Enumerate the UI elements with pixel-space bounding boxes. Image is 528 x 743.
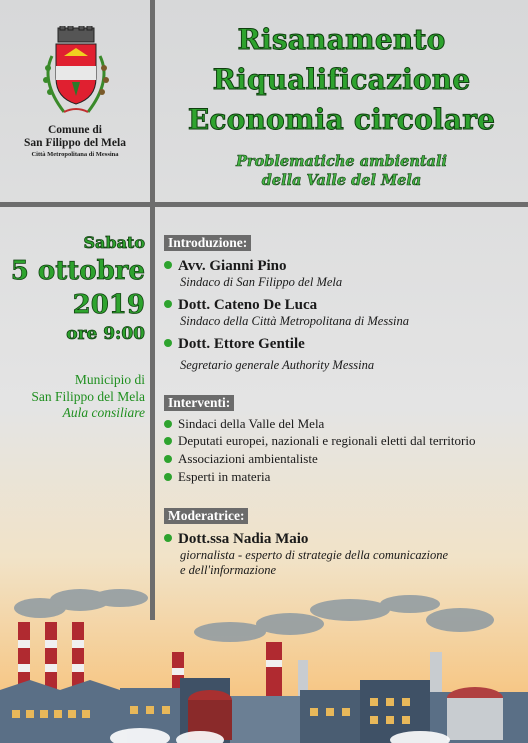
title-line1: Risanamento [237, 23, 446, 56]
bullet-icon [164, 534, 172, 542]
bullet-icon [164, 437, 172, 445]
event-venue [0, 372, 145, 422]
section-heading-moderatrice: Moderatrice: [164, 508, 248, 524]
list-item [164, 451, 318, 467]
title-line3: Economia circolare [187, 103, 496, 136]
list-item-text: Sindaci della Valle del Mela [178, 416, 325, 431]
municipality-line2: San Filippo del Mela [24, 137, 126, 149]
bullet-icon [164, 300, 172, 308]
speaker-role: Sindaco di San Filippo del Mela [180, 275, 343, 289]
title-line2: Riqualificazione [212, 63, 471, 96]
section-heading-introduzione: Introduzione: [164, 235, 251, 251]
list-item [164, 433, 475, 449]
list-item-text: Associazioni ambientaliste [178, 451, 318, 466]
venue-line1: Municipio di [74, 372, 145, 387]
list-item-text: Esperti in materia [178, 469, 271, 484]
event-date-text: 5 ottobre [10, 256, 145, 286]
moderator-item [164, 531, 524, 578]
bullet-icon [164, 473, 172, 481]
horizontal-divider [0, 202, 528, 207]
event-time: ore 9:00 [66, 324, 145, 344]
speaker-name: Dott. Ettore Gentile [178, 336, 305, 352]
list-item-text: Deputati europei, nazionali e regionali eletti dal territorio [178, 433, 476, 448]
event-year: 2019 [72, 290, 145, 320]
subtitle-line2: della Valle del Mela [261, 172, 422, 189]
bullet-icon [164, 261, 172, 269]
municipality-label [0, 124, 150, 159]
list-item [164, 416, 324, 432]
poster-title [155, 20, 528, 140]
event-day: Sabato [83, 233, 145, 252]
speaker-name: Dott. Cateno De Luca [178, 297, 318, 313]
speaker-role: Segretario generale Authority Messina [180, 358, 375, 372]
section-heading-interventi: Interventi: [164, 395, 234, 411]
speaker-item [164, 336, 524, 373]
municipality-line1: Comune di [48, 124, 102, 136]
list-item [164, 469, 270, 485]
event-date [0, 232, 145, 346]
bullet-icon [164, 339, 172, 347]
speaker-name: Avv. Gianni Pino [178, 258, 287, 274]
subtitle-line1: Problematiche ambientali [236, 153, 447, 170]
moderator-role-line1: giornalista - esperto di strategie della comunicazione [180, 548, 449, 562]
bullet-icon [164, 420, 172, 428]
factory-illustration [0, 580, 528, 743]
coat-of-arms-logo [34, 26, 118, 122]
venue-line2: San Filippo del Mela [31, 388, 145, 404]
speaker-item [164, 297, 524, 329]
moderator-role-line2: e dell'informazione [180, 563, 277, 577]
municipality-line3: Città Metropolitana di Messina [31, 151, 119, 158]
venue-line3: Aula consiliare [62, 405, 145, 420]
speaker-role: Sindaco della Città Metropolitana di Messina [180, 314, 410, 328]
bullet-icon [164, 455, 172, 463]
poster-subtitle [155, 152, 528, 190]
moderator-name: Dott.ssa Nadia Maio [178, 531, 309, 547]
speaker-item [164, 258, 524, 290]
